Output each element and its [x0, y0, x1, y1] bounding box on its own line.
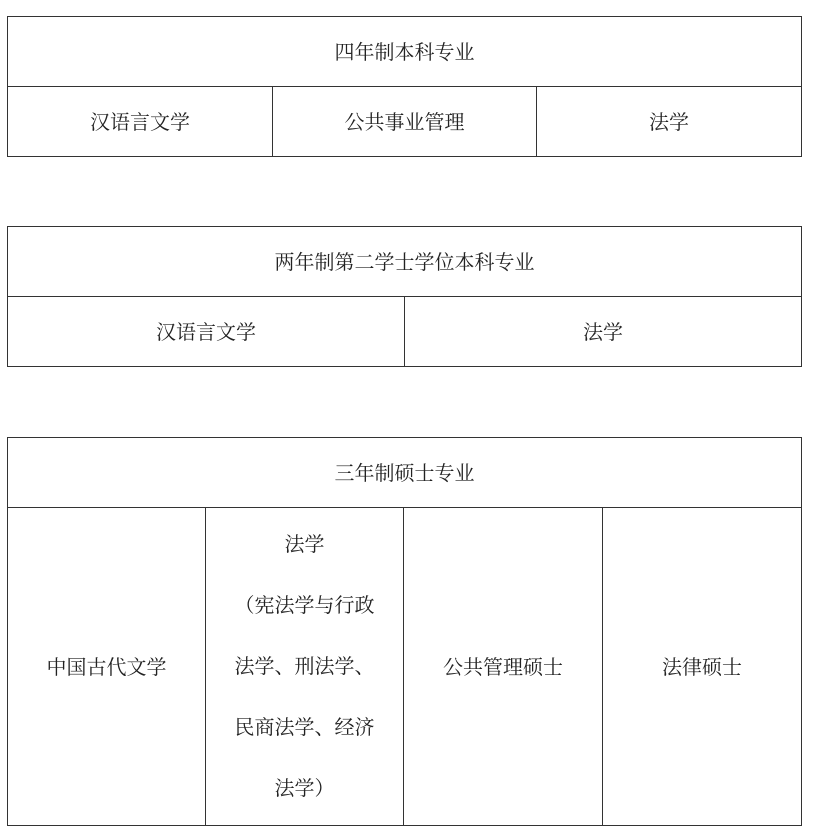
- law-cell-lines: [206, 514, 403, 819]
- second-bachelor-table: [7, 226, 802, 367]
- table-header: 两年制第二学士学位本科专业: [8, 227, 802, 297]
- law-detail-line: 法学、刑法学、: [234, 654, 375, 678]
- table-cell-law-multiline: [206, 508, 404, 826]
- table-cell: 法学: [537, 87, 802, 157]
- table-cell: 公共管理硕士: [404, 508, 603, 826]
- table-cell: 法律硕士: [603, 508, 802, 826]
- law-detail-line: 民商法学、经济: [234, 715, 375, 739]
- table-cell: 汉语言文学: [8, 87, 273, 157]
- law-detail-line: （宪法学与行政: [234, 593, 375, 617]
- masters-table: [7, 437, 802, 826]
- four-year-undergraduate-table: [7, 16, 802, 157]
- table-cell: 汉语言文学: [8, 297, 405, 367]
- table-header: 四年制本科专业: [8, 17, 802, 87]
- table-cell: 中国古代文学: [8, 508, 206, 826]
- table-header: 三年制硕士专业: [8, 438, 802, 508]
- table-cell: 公共事业管理: [273, 87, 537, 157]
- table-cell: 法学: [405, 297, 802, 367]
- law-cell-title: 法学: [284, 532, 325, 556]
- law-detail-line: 法学）: [274, 776, 335, 800]
